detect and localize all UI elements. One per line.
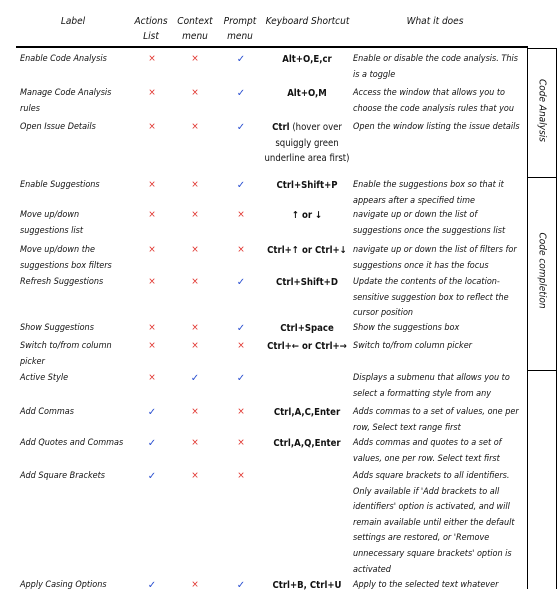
prompt-menu-mark-check-icon: ✓: [236, 122, 246, 133]
context-menu-mark-cross-icon: ×: [191, 438, 199, 448]
row-shortcut: Ctrl (hover over squiggly green underline area first): [264, 122, 350, 165]
actions-list-mark-cross-icon: ×: [148, 373, 156, 383]
row-description: Displays a submenu that allows you to select a formatting style from any: [353, 373, 510, 399]
context-menu-mark-cross-icon: ×: [191, 210, 199, 220]
prompt-menu-mark-check-icon: ✓: [236, 373, 246, 384]
prompt-menu-mark-check-icon: ✓: [236, 580, 246, 591]
section-label-code-analysis: Code Analysis: [536, 79, 548, 142]
row-shortcut: Ctrl+Shift+P: [276, 180, 338, 191]
prompt-menu-mark-cross-icon: ×: [237, 210, 245, 220]
prompt-menu-mark-cross-icon: ×: [237, 438, 245, 448]
section-column-divider: [527, 48, 528, 589]
row-shortcut: Ctrl+Space: [280, 323, 334, 334]
actions-list-mark-cross-icon: ×: [148, 277, 156, 287]
context-menu-mark-cross-icon: ×: [191, 341, 199, 351]
prompt-menu-mark-check-icon: ✓: [236, 180, 246, 191]
header-context-menu: Context menu: [177, 16, 213, 42]
row-label: Enable Suggestions: [20, 180, 100, 190]
table-right-border: [556, 48, 557, 589]
section-rule-code-completion: [527, 177, 557, 178]
row-description: navigate up or down the list of filters for suggestions once it has the focus: [353, 245, 517, 271]
row-label: Move up/down the suggestions box filters: [20, 245, 112, 271]
context-menu-mark-cross-icon: ×: [191, 88, 199, 98]
actions-list-mark-cross-icon: ×: [148, 122, 156, 132]
row-description: Switch to/from column picker: [353, 341, 473, 351]
actions-list-mark-cross-icon: ×: [148, 180, 156, 190]
row-label: Add Quotes and Commas: [20, 438, 124, 448]
table-header: [0, 0, 558, 46]
row-description: Access the window that allows you to choose the code analysis rules that you: [353, 88, 514, 114]
row-label: Open Issue Details: [20, 122, 96, 132]
context-menu-mark-cross-icon: ×: [191, 122, 199, 132]
row-label: Switch to/from column picker: [20, 341, 112, 367]
actions-list-mark-check-icon: ✓: [147, 471, 157, 482]
row-shortcut: Ctrl,A,Q,Enter: [273, 438, 341, 449]
header-rule: [16, 46, 528, 48]
row-description: Update the contents of the location-sensitive suggestion box to reflect the cursor position: [353, 277, 509, 319]
context-menu-mark-cross-icon: ×: [191, 407, 199, 417]
header-label: Label: [60, 16, 86, 27]
row-label: Enable Code Analysis: [20, 54, 107, 64]
context-menu-mark-cross-icon: ×: [191, 471, 199, 481]
header-what-it-does: What it does: [406, 16, 464, 27]
row-label: Add Square Brackets: [20, 471, 106, 481]
prompt-menu-mark-check-icon: ✓: [236, 54, 246, 65]
context-menu-mark-cross-icon: ×: [191, 580, 199, 590]
actions-list-mark-cross-icon: ×: [148, 323, 156, 333]
prompt-menu-mark-check-icon: ✓: [236, 323, 246, 334]
context-menu-mark-check-icon: ✓: [190, 373, 200, 384]
row-description: Adds commas and quotes to a set of values, one per row. Select text first: [353, 438, 502, 464]
row-label: Refresh Suggestions: [20, 277, 104, 287]
row-description: Enable the suggestions box so that it appears after a specified time: [353, 180, 504, 206]
header-prompt-menu: Prompt menu: [223, 16, 257, 42]
actions-list-mark-cross-icon: ×: [148, 88, 156, 98]
actions-list-mark-cross-icon: ×: [148, 54, 156, 64]
header-keyboard-shortcut: Keyboard Shortcut: [265, 16, 350, 27]
row-shortcut: ↑ or ↓: [291, 210, 323, 221]
row-description: navigate up or down the list of suggestions once the suggestions list: [353, 210, 506, 236]
section-rule-top: [527, 48, 557, 49]
row-shortcut: Alt+O,E,cr: [282, 54, 332, 65]
actions-list-mark-cross-icon: ×: [148, 210, 156, 220]
row-shortcut: Ctrl,A,C,Enter: [273, 407, 341, 418]
context-menu-mark-cross-icon: ×: [191, 323, 199, 333]
row-label: Show Suggestions: [20, 323, 94, 333]
actions-list-mark-check-icon: ✓: [147, 407, 157, 418]
context-menu-mark-cross-icon: ×: [191, 54, 199, 64]
context-menu-mark-cross-icon: ×: [191, 277, 199, 287]
row-shortcut: Alt+O,M: [287, 88, 327, 99]
row-label: Active Style: [20, 373, 69, 383]
row-shortcut: Ctrl+← or Ctrl+→: [267, 341, 347, 352]
actions-list-mark-cross-icon: ×: [148, 341, 156, 351]
row-description: Open the window listing the issue details: [353, 122, 520, 132]
section-rule-next: [527, 370, 557, 371]
row-label: Move up/down suggestions list: [20, 210, 84, 236]
row-shortcut: Ctrl+B, Ctrl+U: [272, 580, 342, 591]
shortcut-note: (hover over squiggly green underline area first): [264, 122, 350, 165]
header-actions-list: Actions List: [134, 16, 168, 42]
row-label: Apply Casing Options: [20, 580, 107, 590]
row-description: Enable or disable the code analysis. This is a toggle: [353, 54, 518, 80]
row-shortcut: Ctrl+Shift+D: [276, 277, 338, 288]
actions-list-mark-check-icon: ✓: [147, 580, 157, 591]
prompt-menu-mark-cross-icon: ×: [237, 341, 245, 351]
row-description: Show the suggestions box: [353, 323, 460, 333]
section-label-code-completion: Code completion: [536, 232, 548, 309]
row-label: Manage Code Analysis rules: [20, 88, 112, 114]
prompt-menu-mark-cross-icon: ×: [237, 471, 245, 481]
prompt-menu-mark-check-icon: ✓: [236, 277, 246, 288]
row-description: Apply to the selected text whatever: [353, 580, 499, 590]
context-menu-mark-cross-icon: ×: [191, 245, 199, 255]
context-menu-mark-cross-icon: ×: [191, 180, 199, 190]
row-label: Add Commas: [20, 407, 74, 417]
actions-list-mark-check-icon: ✓: [147, 438, 157, 449]
prompt-menu-mark-cross-icon: ×: [237, 407, 245, 417]
row-shortcut: Ctrl+↑ or Ctrl+↓: [267, 245, 347, 256]
prompt-menu-mark-check-icon: ✓: [236, 88, 246, 99]
prompt-menu-mark-cross-icon: ×: [237, 245, 245, 255]
row-description: Adds commas to a set of values, one per row, Select text range first: [353, 407, 519, 433]
actions-list-mark-cross-icon: ×: [148, 245, 156, 255]
row-description: Adds square brackets to all identifiers. Only available if 'Add brackets to all identifiers' option is activated, and will remain available until either the default settings are restored, or 'Remove unnecessary square brackets' option is activated: [353, 471, 515, 575]
